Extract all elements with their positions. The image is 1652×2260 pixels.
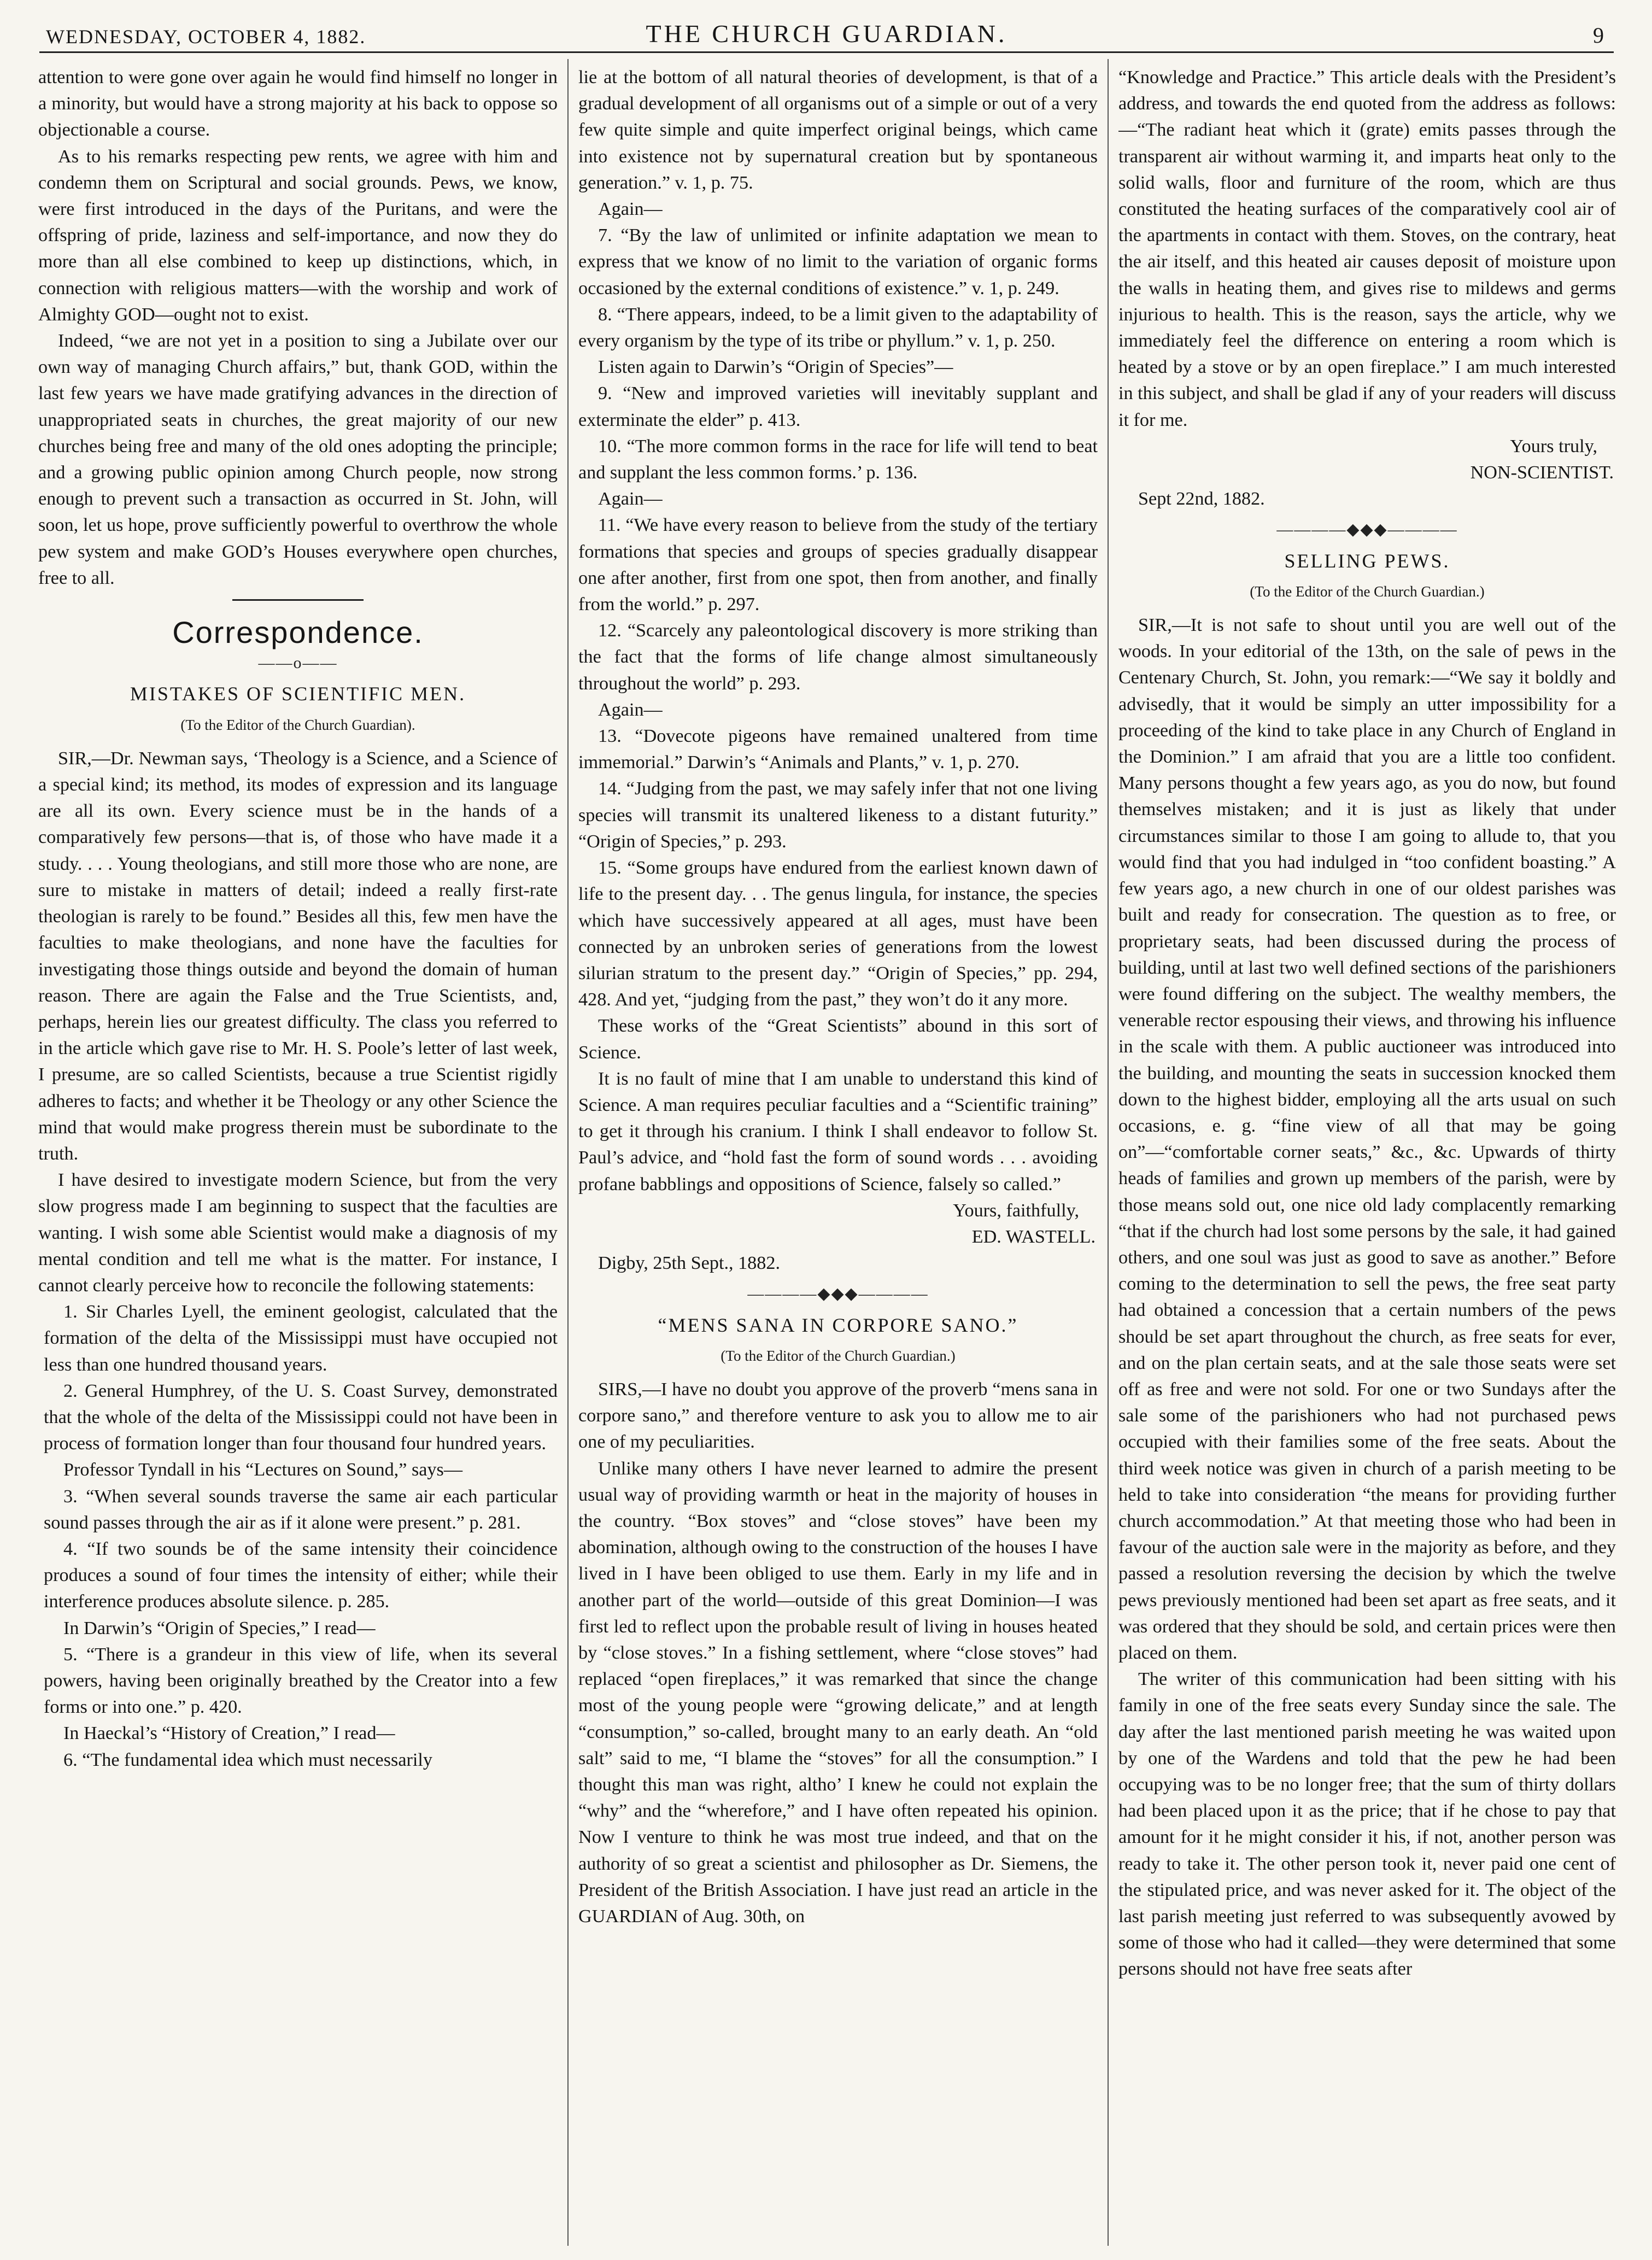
column-divider	[1108, 59, 1109, 2246]
letter-paragraph: “Knowledge and Practice.” This article deals with the President’s address, and towards the end quoted from the address as follows:—“The radiant heat which it (grate) emits passes through the transparent air without warming it, and imparts heat only to the solid walls, floor and furniture of the room, which are thus constituted the heating surfaces of the comparatively cool air of the apartments in contact with them. Stoves, on the contrary, heat the air itself, and this heated air causes deposit of moisture upon the walls in heating them, and gives rise to mildews and germs injurious to health. This is the reason, says the article, why we immediately feel the difference on entering a room which is heated by a stove or by an open fireplace.” I am much interested in this subject, and shall be glad if any of your readers will discuss it for me.	[1118, 67, 1616, 430]
statement: 4. “If two sounds be of the same intensity their coincidence produces a sound of four times the intensity of either; while their interference produces absolute silence. p. 285.	[44, 1538, 558, 1612]
statement: 1. Sir Charles Lyell, the eminent geologist, calculated that the formation of the delta of the Mississippi must have occupied not less than one hundred thousand years.	[44, 1302, 558, 1375]
letter-dateline: Sept 22nd, 1882.	[1138, 489, 1265, 510]
letter-paragraph: These works of the “Great Scientists” abound in this sort of Science.	[578, 1016, 1098, 1063]
letter-paragraph: Again—	[598, 199, 663, 220]
statement: 3. “When several sounds traverse the same air each particular sound passes through the air as if it alone were present.” p. 281.	[44, 1486, 558, 1533]
letter-paragraph: 10. “The more common forms in the race for life will tend to beat and supplant the less common forms.’ p. 136.	[578, 436, 1098, 483]
column-1	[38, 65, 558, 2246]
editor-line: (To the Editor of the Church Guardian.)	[1250, 583, 1485, 600]
letter-paragraph: 15. “Some groups have endured from the earliest known dawn of life to the present day. . . The genus lingula, for instance, the species which have successively appeared at all ages, must have been connected by an unbroken series of generations from the lowest silurian stratum to the present day.” “Origin of Species,” pp. 294, 428. And yet, “judging from the past,” they won’t do it any more.	[578, 858, 1098, 1010]
article-paragraph: Indeed, “we are not yet in a position to sing a Jubilate over our own way of managing Church affairs,” but, thank GOD, within the last few years we have made gratifying advances in the direction of unappropriated seats in churches, the great majority of our new churches being free and many of the old ones adopting the principle; and a growing public opinion among Church people, now strong enough to prevent such a transaction as occurred in St. John, will soon, let us hope, prove sufficiently powerful to overthrow the whole pew system and make GOD’s Houses everywhere open churches, free to all.	[38, 331, 558, 588]
letter-paragraph: 12. “Scarcely any paleontological discovery is more striking than the fact that the forms of life change almost simultaneously throughout the world” p. 293.	[578, 620, 1098, 694]
ornament: ——o——	[258, 654, 338, 672]
article-paragraph: As to his remarks respecting pew rents, we agree with him and condemn them on Scriptural and social grounds. Pews, we know, were first introduced in the days of the Puritans, and were the offspring of pride, laziness and self-importance, and now they do more than all else combined to keep up distinctions, which, in connection with religious matters—with the worship and work of Almighty GOD—ought not to exist.	[38, 146, 558, 325]
letter-paragraph: 7. “By the law of unlimited or infinite adaptation we mean to express that we know of no limit to the variation of organic forms occasioned by the external conditions of existence.” v. 1, p. 249.	[578, 225, 1098, 298]
statement: 6. “The fundamental idea which must necessarily	[63, 1749, 432, 1770]
issue-date: WEDNESDAY, OCTOBER 4, 1882.	[46, 26, 366, 48]
letter-paragraph: 13. “Dovecote pigeons have remained unaltered from time immemorial.” Darwin’s “Animals and Plants,” v. 1, p. 270.	[578, 726, 1098, 773]
signature-name: ED. WASTELL.	[971, 1226, 1096, 1247]
letter-paragraph: It is no fault of mine that I am unable to understand this kind of Science. A man requires peculiar faculties and a “Scientific training” to get it through his cranium. I think I shall endeavor to follow St. Paul’s advice, and “hold fast the form of sound words . . . avoiding profane babblings and oppositions of Science, falsely so called.”	[578, 1068, 1098, 1195]
column-3	[1118, 65, 1616, 2246]
statement: 2. General Humphrey, of the U. S. Coast Survey, demonstrated that the whole of the delta of the Mississippi could not have been in process of formation longer than four thousand four hundred years.	[44, 1380, 558, 1454]
letter-paragraph: 8. “There appears, indeed, to be a limit given to the adaptability of every organism by the type of its tribe or phyllum.” v. 1, p. 250.	[578, 304, 1098, 352]
editor-line: (To the Editor of the Church Guardian).	[180, 716, 415, 733]
section-heading: Correspondence.	[172, 615, 424, 650]
page-number: 9	[1593, 23, 1604, 48]
page-header	[39, 19, 1614, 53]
signature-name: NON-SCIENTIST.	[1470, 462, 1614, 483]
letter-paragraph: SIR,—It is not safe to shout until you are well out of the woods. In your editorial of the 13th, on the sale of pews in the Centenary Church, St. John, you remark:—“We say it boldly and advisedly, that it would be simply an utter impossibility for a proceeding of the kind to take place in any Church of England in the Dominion.” I am afraid that you are a little too confident. Many persons thought a few years ago, as you do now, but found themselves mistaken; and it is just as likely that under circumstances similar to those I am going to allude to, that you would find that you had indulged in “too confident boasting.” A few years ago, a new church in one of our oldest parishes was built and ready for consecration. The question as to free, or proprietary seats, had been discussed during the process of building, until at last two well defined sections of the parishioners were found differing on the subject. The wealthy members, the venerable rector espousing their views, and throwing his influence in the scale with them. A public auctioneer was introduced into the building, and mounting the seats in succession knocked them down to the highest bidder, employing all the arts usual on such occasions, e. g. “fine view of all that may be going on”—“comfortable corner seats,” &c., &c. Upwards of thirty heads of families and grown up members of the parish, were by those means sold out, one nice old lady complacently remarking “that if the church had lost some persons by the sale, it had gained others, and one soul was just as good to save as another.” Before coming to the determination to sell the pews, the free seat party had obtained a concession that a certain numbers of the pews should be set apart throughout the church, as free seats for ever, and on the plan certain seats, and at the sale those seats were set off as free and were not sold. For one or two Sundays after the sale some of the parishioners who had not purchased pews occupied with their families some of the free seats. About the third week notice was given in church of a parish meeting to be held to take into consideration “the means for providing further church accommodation.” At that meeting those who had been in favour of the auction sale were in the majority as before, and they passed a resolution reversing the decision by which the twelve pews previously mentioned had been set apart as free seats, and it was ordered that they should be sold, and certain prices were then placed on them.	[1118, 615, 1616, 1663]
column-divider	[567, 59, 569, 2246]
statement: 5. “There is a grandeur in this view of life, when its several powers, having been originally breathed by the Creator into a few forms or into one.” p. 420.	[44, 1644, 558, 1718]
letter-dateline: Digby, 25th Sept., 1882.	[598, 1253, 781, 1274]
letter-paragraph: 14. “Judging from the past, we may safely infer that not one living species will transmit its unaltered likeness to a distant futurity.” “Origin of Species,” p. 293.	[578, 778, 1098, 852]
letter-paragraph: 11. “We have every reason to believe from the study of the tertiary formations that species and groups of species gradually disappear one after another, first from one spot, then from another, and finally from the world.” p. 297.	[578, 515, 1098, 615]
letter-title: “MENS SANA IN CORPORE SANO.”	[658, 1314, 1018, 1336]
letter-paragraph: lie at the bottom of all natural theories of development, is that of a gradual development of all organisms out of a simple or out of a very few quite simple and quite imperfect original beings, which came into existence not by supernatural creation but by spontaneous generation.” v. 1, p. 75.	[578, 67, 1098, 193]
letter-paragraph: SIRS,—I have no doubt you approve of the proverb “mens sana in corpore sano,” and therefore venture to ask you to allow me to air one of my peculiarities.	[578, 1379, 1098, 1453]
letter-paragraph: The writer of this communication had been sitting with his family in one of the free seats every Sunday since the sale. The day after the last mentioned parish meeting he was waited upon by one of the Wardens and told that the pew he had been occupying was to be no longer free; that the sum of thirty dollars had been placed upon it as the price; that if he chose to pay that amount for it he might consider it his, if not, another person was ready to take it. The other person took it, never paid one cent of the stipulated price, and was never asked for it. The object of the last parish meeting just referred to was subsequently avowed by some of those who had it called—they were determined that some persons should not have free seats after	[1118, 1669, 1616, 1980]
letter-paragraph: Again—	[598, 489, 663, 510]
ornament: ————◆◆◆————	[747, 1285, 929, 1303]
column-2	[578, 65, 1098, 2246]
letter-paragraph: Listen again to Darwin’s “Origin of Species”—	[598, 357, 953, 378]
signature-closing: Yours, faithfully,	[953, 1200, 1079, 1221]
letter-paragraph: Again—	[598, 699, 663, 720]
statement: In Darwin’s “Origin of Species,” I read—	[63, 1618, 376, 1638]
signature-closing: Yours truly,	[1510, 436, 1597, 456]
letter-paragraph: SIR,—Dr. Newman says, ‘Theology is a Science, and a Science of a special kind; its method, its modes of expression and its language are all its own. Every science must be in the hands of a comparatively few persons—that is, of those who have made it a study. . . . Young theologians, and still more those who are none, are sure to mistake in matters of detail; indeed a really first-rate theologian is rarely to be found.” Besides all this, few men have the faculties to make theologians, and none have the faculties for investigating those things outside and beyond the domain of human reason. There are again the False and the True Scientists, and, perhaps, herein lies our greatest difficulty. The class you referred to in the article which gave rise to Mr. H. S. Poole’s letter of last week, I presume, are so called Scientists, because a true Scientist rigidly adheres to facts; and whether it be Theology or any other Science the mind that would make progress therein must be subordinate to the truth.	[38, 748, 558, 1164]
statement: Professor Tyndall in his “Lectures on Sound,” says—	[63, 1460, 463, 1480]
statement: In Haeckal’s “History of Creation,” I read—	[63, 1723, 395, 1744]
article-paragraph: attention to were gone over again he would find himself no longer in a minority, but would have a strong majority at his back to oppose so objectionable a course.	[38, 67, 558, 140]
newspaper-title: THE CHURCH GUARDIAN.	[646, 20, 1007, 48]
ornament: ————◆◆◆————	[1276, 520, 1458, 539]
letter-paragraph: I have desired to investigate modern Science, but from the very slow progress made I am beginning to suspect that the faculties are wanting. I wish some able Scientist would make a diagnosis of my mental condition and tell me what is the matter. For instance, I cannot clearly perceive how to reconcile the following statements:	[38, 1170, 558, 1296]
section-rule	[232, 599, 364, 601]
letter-title: SELLING PEWS.	[1284, 549, 1450, 572]
letter-paragraph: Unlike many others I have never learned to admire the present usual way of providing warmth or heat in the majority of houses in the country. “Box stoves” and “close stoves” have been my abomination, although owing to the construction of the houses I have lived in I have been obliged to use them. Early in my life and in another part of the world—outside of this great Dominion—I was first led to reflect upon the probable result of living in houses heated by “close stoves.” In a fishing settlement, where “close stoves” had replaced “open fireplaces,” it was remarked that since the change most of the young people were “growing delicate,” and at length “consumption,” so-called, brought many to an early death. An “old salt” said to me, “I blame the “stoves” for all the consumption.” I thought this man was right, altho’ I knew he could not explain the “why” and the “wherefore,” and I have often repeated his opinion. Now I venture to think he was most true indeed, and that on the authority of so great a scientist and philosopher as Dr. Siemens, the President of the British Association. I have just read an article in the GUARDIAN of Aug. 30th, on	[578, 1458, 1098, 1927]
letter-title: MISTAKES OF SCIENTIFIC MEN.	[130, 683, 466, 705]
editor-line: (To the Editor of the Church Guardian.)	[720, 1347, 956, 1364]
letter-paragraph: 9. “New and improved varieties will inevitably supplant and exterminate the elder” p. 413.	[578, 383, 1098, 430]
